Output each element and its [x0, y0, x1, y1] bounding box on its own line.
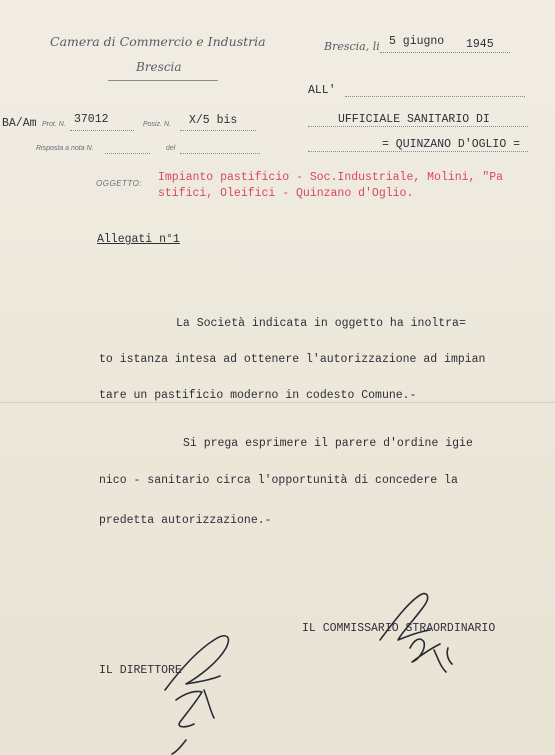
body-p1-line1: La Società indicata in oggetto ha inoltra=: [176, 317, 466, 330]
recipient-prefix: ALL': [308, 84, 336, 97]
body-p1-line2: to istanza intesa ad ottenere l'autorizzazione ad impian: [99, 353, 486, 366]
recipient-line2: = QUINZANO D'OGLIO =: [382, 138, 521, 151]
reference-initials: BA/Am: [2, 117, 37, 130]
attachments: Allegati n°1: [97, 233, 180, 246]
direttore-title: IL DIRETTORE: [99, 664, 182, 677]
commissario-signature: [380, 594, 452, 672]
posiz-number: X/5 bis: [189, 114, 238, 127]
subject-label: OGGETTO:: [96, 179, 143, 188]
body-p1-line3: tare un pastificio moderno in codesto Comune.-: [99, 389, 417, 402]
body-p2-line1: Si prega esprimere il parere d'ordine igie: [183, 437, 473, 450]
recipient-line1: UFFICIALE SANITARIO DI: [338, 113, 490, 126]
posiz-label: Posiz. N.: [143, 121, 172, 128]
subject-line1: Impianto pastificio - Soc.Industriale, Molini, "Pa: [158, 171, 504, 184]
letterhead-name: Camera di Commercio e Industria: [50, 34, 266, 49]
date-place: Brescia, li: [324, 40, 380, 53]
risposta-label: Risposta a nota N.: [36, 145, 94, 152]
del-label: del: [166, 145, 176, 152]
subject-line2: stifici, Oleifici - Quinzano d'Oglio.: [158, 187, 414, 200]
letterhead-city: Brescia: [136, 60, 182, 74]
date-year: 1945: [466, 38, 494, 51]
commissario-title: IL COMMISSARIO STRAORDINARIO: [302, 622, 496, 635]
prot-number: 37012: [74, 113, 109, 126]
body-p2-line3: predetta autorizzazione.-: [99, 514, 272, 527]
body-p2-line2: nico - sanitario circa l'opportunità di concedere la: [99, 474, 458, 487]
date-day-month: 5 giugno: [389, 35, 445, 48]
prot-label: Prot. N.: [42, 121, 66, 128]
direttore-signature: [165, 636, 228, 754]
